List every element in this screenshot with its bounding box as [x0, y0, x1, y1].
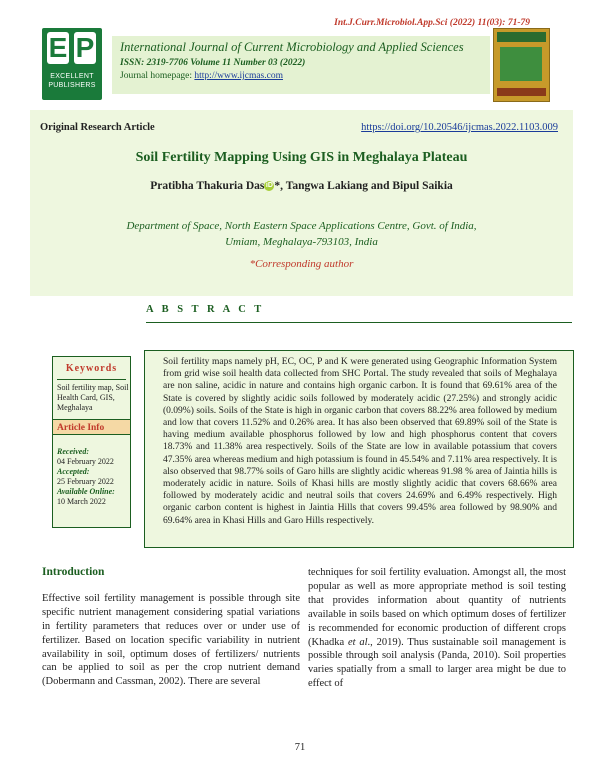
abstract-divider [146, 322, 572, 323]
author-list [30, 180, 573, 192]
keywords-divider [57, 379, 126, 380]
corresponding-author-note: *Corresponding author [249, 258, 354, 270]
logo-letter-e: E [48, 32, 68, 63]
available-online-label: Available Online: [57, 487, 115, 496]
keywords-heading: Keywords [65, 363, 118, 374]
homepage-label: Journal homepage: [120, 71, 195, 81]
first-author: Pratibha Thakuria Das [150, 180, 265, 192]
keywords-list: Soil fertility map, Soil Health Card, GIS, Meghalaya [57, 383, 129, 412]
logo-caption-line-1: EXCELLENT [50, 73, 94, 80]
cover-title-bar [497, 32, 546, 42]
doi-link[interactable]: https://doi.org/10.20546/ijcmas.2022.1103.009 [361, 122, 558, 133]
issn-volume: ISSN: 2319-7706 Volume 11 Number 03 (2022) [120, 58, 306, 68]
body-column-right [308, 566, 566, 691]
accepted-label: Accepted: [57, 467, 90, 476]
abstract-text: Soil fertility maps namely pH, EC, OC, P and K were generated using Geographic Information System from grid wise soil health data collected from SHC Portal. The study revealed that soils of Meghalaya are non saline, acidic in nature and contains high organic carbon. It is found that 69.61% area of the State is covered by slightly acidic soils followed by moderately acidic (27.25%) and strongly acidic (0.09%) soils. Soils of the State is high in organic carbon that covers 88.22% area followed by medium and low that covers 11.52% and 0.26% area. It has also been observed that 69.89% soil of the State is having medium available phosphorus followed by low and high phosphorus content that covers 18.73% and 11.38% area respectively. Soils of the State are low in available potassium that covers 47.35% area whereas medium and high potassium is found in 45.54% and 7.11% area respectively. It is also observed that 98.77% soils of Garo hills are slightly acidic whereas 91.98 % area of Jaintia hills is moderately acidic in nature. Soils of Khasi hills are mostly slightly acidic that covers 68.66% area followed by moderately acidic and neutral soils that covers 24.69% and 6.49% respectively. High organic carbon content is highest in Jaintia Hills that covers 99.45% area followed by 98.90% and 69.64% area in Khasi Hills and Garo Hills respectively. [163, 357, 557, 526]
journal-citation: Int.J.Curr.Microbiol.App.Sci (2022) 11(03): 71-79 [334, 18, 530, 28]
received-date: 04 February 2022 [57, 457, 114, 466]
article-type: Original Research Article [40, 122, 155, 133]
article-info-heading: Article Info [53, 419, 130, 435]
homepage-link[interactable]: http://www.ijcmas.com [194, 71, 283, 81]
intro-paragraph-left: Effective soil fertility management is possible through site specific nutrient management considering spatial variations in fertility parameters that reduces over or under use of fertilizer. Based on location specific variability in nutrient availability in soil, optimum doses of fertilizers/ nutrients can be applied to soil as per the crop nutrient demand (Dobermann and Cassman, 2002). There are several [42, 592, 300, 688]
et-al: et al [347, 636, 368, 648]
paper-title: Soil Fertility Mapping Using GIS in Meghalaya Plateau [135, 150, 468, 165]
introduction-heading: Introduction [42, 566, 105, 578]
other-authors: *, Tangwa Lakiang and Bipul Saikia [274, 180, 453, 192]
article-dates [57, 447, 130, 507]
body-column-left [42, 566, 300, 689]
accepted-date: 25 February 2022 [57, 477, 114, 486]
right-text-part-1: techniques for soil fertility evaluation. Amongst all, the most popular as well as more appropriate method is soil testing that provides information about quantity of nutrients available in soils based on which optimum doses of fertilizer is recommended for economic production of different crops (Khadka [308, 567, 566, 648]
orcid-icon[interactable]: iD [265, 182, 273, 189]
available-online-date: 10 March 2022 [57, 497, 106, 506]
cover-bottom-band [497, 88, 546, 96]
received-label: Received: [57, 447, 89, 456]
affiliation-line-1: Department of Space, North Eastern Space Applications Centre, Govt. of India, [126, 220, 477, 232]
journal-cover-image [493, 28, 550, 102]
affiliation-line-2: Umiam, Meghalaya-793103, India [225, 236, 378, 248]
right-text-part-2: ., 2019). Thus sustainable soil management is possible through soil analysis (Panda, 2010). Soil properties varies spatially from a small to larger area might be due to effect of [308, 636, 567, 690]
journal-homepage [120, 71, 283, 81]
logo-caption [42, 72, 102, 90]
abstract-heading: A B S T R A C T [146, 304, 265, 315]
keywords-panel [52, 356, 131, 528]
publisher-logo [42, 28, 102, 100]
abstract-panel [144, 350, 574, 548]
logo-caption-line-2: PUBLISHERS [48, 82, 96, 89]
logo-letter-p: P [75, 32, 95, 63]
journal-title: International Journal of Current Microbiology and Applied Sciences [120, 40, 464, 54]
cover-picture [500, 47, 542, 81]
page-number: 71 [294, 742, 306, 753]
affiliation [30, 218, 573, 250]
intro-paragraph-right [308, 566, 566, 691]
